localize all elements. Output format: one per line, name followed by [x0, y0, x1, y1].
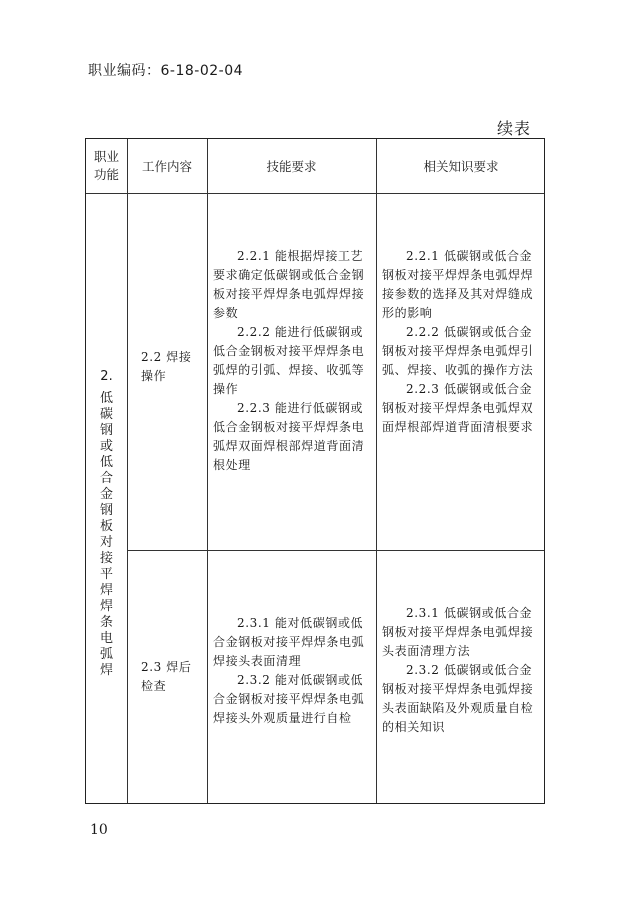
table-divider [127, 139, 128, 803]
function-char: 低 [99, 455, 113, 470]
function-char: 钢 [99, 503, 113, 518]
header-knowledge: 相关知识要求 [423, 159, 499, 174]
function-char: 碳 [99, 407, 113, 422]
work-content-2-2 [141, 348, 203, 386]
header-function-line: 功能 [93, 167, 119, 182]
work-content-2-3 [141, 658, 203, 696]
function-char: 对 [99, 535, 113, 550]
header-function [86, 148, 127, 184]
skill-item: 2.2.1 能根据焊接工艺要求确定低碳钢或低合金钢板对接平焊焊条电弧焊焊接参数 [213, 249, 365, 320]
occupation-code: 职业编码：6-18-02-04 [88, 63, 244, 79]
work-content-line: 操作 [141, 369, 167, 383]
table-divider [376, 139, 377, 803]
continued-label: 续表 [497, 119, 532, 138]
skill-item: 2.2.3 能进行低碳钢或低合金钢板对接平焊焊条电弧焊双面焊根部焊道背面清根处理 [213, 401, 365, 472]
function-char: 合 [99, 471, 113, 486]
header-skills: 技能要求 [266, 159, 317, 174]
function-char: 焊 [99, 583, 113, 598]
skills-2-3 [213, 614, 371, 728]
function-char: 电 [99, 631, 113, 646]
knowledge-item: 2.2.1 低碳钢或低合金钢板对接平焊焊条电弧焊焊接参数的选择及其对焊缝成形的影响 [382, 249, 534, 320]
function-char: 接 [99, 551, 113, 566]
function-char: 焊 [99, 599, 113, 614]
header-divider [86, 193, 544, 194]
knowledge-item: 2.3.1 低碳钢或低合金钢板对接平焊焊条电弧焊接头表面清理方法 [382, 606, 534, 658]
row-divider [127, 550, 544, 551]
header-work-content: 工作内容 [141, 159, 192, 174]
skill-item: 2.3.2 能对低碳钢或低合金钢板对接平焊焊条电弧焊接头外观质量进行自检 [213, 673, 365, 725]
knowledge-item: 2.2.2 低碳钢或低合金钢板对接平焊焊条电弧焊引弧、焊接、收弧的操作方法 [382, 325, 534, 377]
function-char: 弧 [99, 647, 113, 662]
requirements-table [85, 138, 545, 804]
function-char: 板 [99, 519, 113, 534]
function-vertical-text [86, 369, 127, 679]
skill-item: 2.3.1 能对低碳钢或低合金钢板对接平焊焊条电弧焊接头表面清理 [213, 616, 365, 668]
page-number: 10 [90, 822, 108, 838]
function-char: 平 [99, 567, 113, 582]
knowledge-item: 2.2.3 低碳钢或低合金钢板对接平焊焊条电弧焊双面焊根部焊道背面清根要求 [382, 382, 534, 434]
knowledge-2-2 [382, 247, 540, 437]
function-char: 条 [99, 615, 113, 630]
skills-2-2 [213, 247, 371, 475]
work-content-line: 2.3 焊后 [141, 660, 192, 674]
function-char: 金 [99, 487, 113, 502]
knowledge-2-3 [382, 604, 540, 737]
knowledge-item: 2.3.2 低碳钢或低合金钢板对接平焊焊条电弧焊接头表面缺陷及外观质量自检的相关知识 [382, 663, 534, 734]
function-char: 焊 [99, 663, 113, 678]
function-char: 低 [99, 391, 113, 406]
table-divider [207, 139, 208, 803]
function-number: 2. [100, 369, 113, 384]
skill-item: 2.2.2 能进行低碳钢或低合金钢板对接平焊焊条电弧焊的引弧、焊接、收弧等操作 [213, 325, 365, 396]
work-content-line: 检查 [141, 679, 167, 693]
function-char: 或 [99, 439, 113, 454]
function-char: 钢 [99, 423, 113, 438]
work-content-line: 2.2 焊接 [141, 350, 192, 364]
header-function-line: 职业 [93, 149, 119, 164]
